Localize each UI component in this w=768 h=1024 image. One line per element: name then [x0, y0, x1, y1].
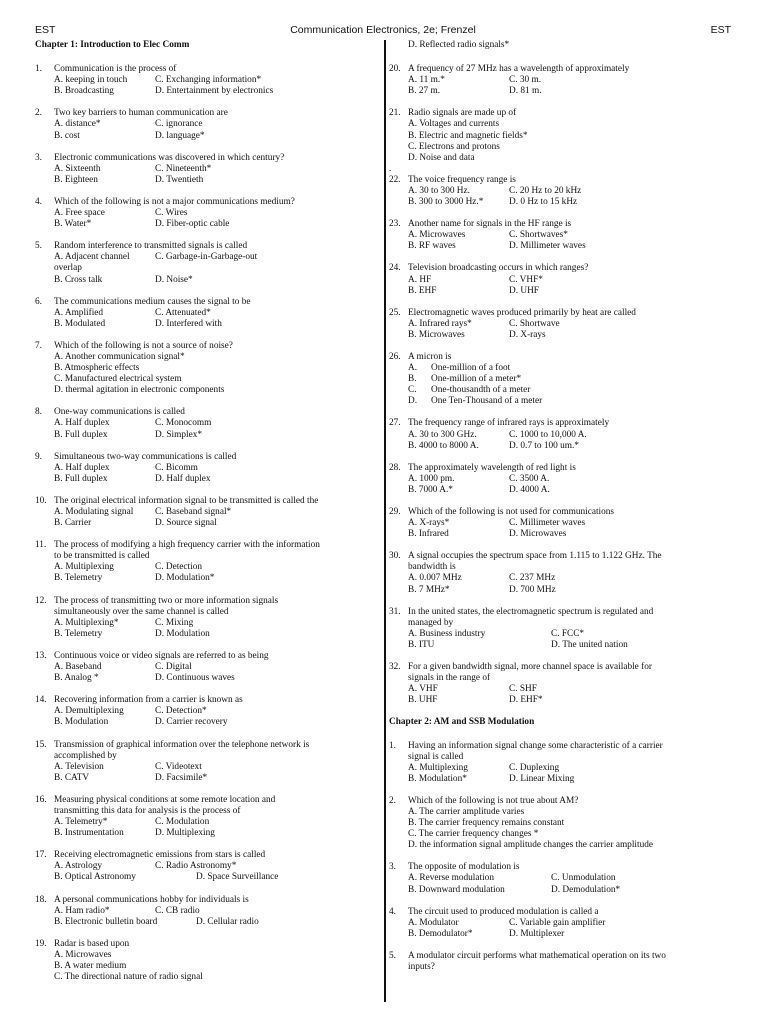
question-number: 16. — [35, 794, 47, 805]
question-text-continued: managed by — [408, 617, 454, 628]
option-c: C. Manufactured electrical system — [54, 374, 182, 385]
option-d: D. Millimeter waves — [509, 241, 586, 252]
question-1 — [35, 64, 380, 97]
question-number: 6. — [35, 296, 42, 307]
question-15 — [35, 740, 380, 784]
question-number: 26. — [389, 351, 401, 362]
question-text: The voice frequency range is — [408, 174, 516, 185]
question-number: 5. — [389, 950, 396, 961]
option-c: C. Garbage-in-Garbage-out — [155, 252, 258, 263]
option-d: D. Modulation* — [155, 573, 215, 584]
option-b: B. Full duplex — [54, 473, 108, 484]
question-number: 4. — [389, 906, 396, 917]
option-c: C. 20 Hz to 20 kHz — [509, 185, 582, 196]
option-text: One Ten-Thousand of a meter — [431, 396, 543, 407]
chapter2-question-3 — [389, 862, 729, 895]
option-d: D. 4000 A. — [509, 484, 550, 495]
question-number: 9. — [35, 451, 42, 462]
question-32 — [389, 662, 729, 706]
question-text: Continuous voice or video signals are referred to as being — [54, 650, 269, 661]
question-number: 1. — [35, 64, 42, 75]
question-text: The communications medium causes the signal to be — [54, 296, 251, 307]
question-28 — [389, 463, 729, 496]
option-d: D. Half duplex — [155, 473, 211, 484]
option-d: D. Microwaves — [509, 529, 567, 540]
question-text-continued: to be transmitted is called — [54, 551, 150, 562]
question-31 — [389, 607, 729, 651]
question-10 — [35, 496, 380, 529]
question-29 — [389, 507, 729, 540]
option-d: D. Cellular radio — [196, 916, 259, 927]
question-text: A frequency of 27 MHz has a wavelength of approximately — [408, 64, 630, 75]
question-21 — [389, 108, 729, 163]
option-c: C. Detection* — [155, 706, 207, 717]
option-c: C. SHF — [509, 684, 537, 695]
option-c: C. Millimeter waves — [509, 518, 586, 529]
question-number: 2. — [35, 108, 42, 119]
column-divider — [384, 40, 386, 1002]
option-a: A. Multiplexing — [408, 762, 468, 773]
question-text: Two key barriers to human communication are — [54, 108, 228, 119]
option-b: B. Full duplex — [54, 429, 108, 440]
option-b: B. Analog * — [54, 673, 99, 684]
option-b: B. Eighteen — [54, 174, 98, 185]
option-a: A. 1000 pm. — [408, 473, 455, 484]
option-a: A. Microwaves — [408, 230, 466, 241]
question-number: 28. — [389, 462, 401, 473]
question-text: A signal occupies the spectrum space from 1.115 to 1.122 GHz. The — [408, 551, 662, 562]
question-text: Random interference to transmitted signals is called — [54, 241, 248, 252]
chapter2-question-2 — [389, 796, 729, 851]
question-text: For a given bandwidth signal, more channel space is available for — [408, 662, 652, 673]
option-c: C. CB radio — [155, 905, 200, 916]
option-c: C. ignorance — [155, 119, 203, 130]
question-number: 18. — [35, 894, 47, 905]
question-number: 3. — [389, 862, 396, 873]
option-text: One-thousandth of a meter — [431, 385, 531, 396]
chapter2-question-5 — [389, 951, 729, 973]
question-text: Which of the following is not a major communications medium? — [54, 196, 295, 207]
question-text-continued: accomplished by — [54, 750, 117, 761]
question-number: 24. — [389, 263, 401, 274]
question-number: 27. — [389, 418, 401, 429]
option-a: A. Astrology — [54, 861, 103, 872]
option-d: D. Fiber-optic cable — [155, 219, 230, 230]
question-number: 13. — [35, 650, 47, 661]
question-text: Having an information signal change some characteristic of a carrier — [408, 740, 663, 751]
option-b: B. Infrared — [408, 529, 449, 540]
question-text: Electromagnetic waves produced primarily by heat are called — [408, 307, 636, 318]
question-27 — [389, 418, 729, 451]
question-23 — [389, 219, 729, 252]
option-a: A. X-rays* — [408, 518, 450, 529]
option-c: C. Exchanging information* — [155, 75, 262, 86]
option-c: C. 3500 A. — [509, 473, 550, 484]
option-a — [389, 363, 729, 374]
header-right-label: EST — [710, 24, 731, 36]
question-17 — [35, 850, 380, 883]
option-d: D. Interfered with — [155, 318, 222, 329]
option-c: C. The directional nature of radio signal — [54, 972, 203, 983]
option-a: A. Modulator — [408, 917, 459, 928]
question-text-continued: bandwidth is — [408, 562, 456, 573]
option-a: A. Sixteenth — [54, 163, 101, 174]
option-c: C. Nineteenth* — [155, 163, 212, 174]
option-a: A. Another communication signal* — [54, 351, 185, 362]
option-a: A. Voltages and currents — [408, 119, 500, 130]
option-c: C. Attenuated* — [155, 307, 211, 318]
question-text: Which of the following is not a source of noise? — [54, 340, 233, 351]
question-8 — [35, 407, 380, 440]
option-d: D. Reflected radio signals* — [408, 40, 510, 50]
option-b: B. 300 to 3000 Hz.* — [408, 197, 484, 208]
option-d: D. The united nation — [551, 639, 628, 650]
question-number: 14. — [35, 695, 47, 706]
question-16 — [35, 795, 380, 839]
option-c: C. FCC* — [551, 628, 585, 639]
header-left-label: EST — [35, 24, 56, 36]
option-d: D. the information signal amplitude changes the carrier amplitude — [408, 840, 653, 851]
option-a: A. Free space — [54, 208, 105, 219]
question-30 — [389, 551, 729, 595]
question-number: 10. — [35, 495, 47, 506]
option-d — [389, 396, 729, 407]
option-d: D. Demodulation* — [551, 884, 621, 895]
question-text: Television broadcasting occurs in which ranges? — [408, 263, 589, 274]
option-c: C. Baseband signal* — [155, 507, 232, 517]
question-text: The approximately wavelength of red light is — [408, 462, 576, 473]
question-text: Simultaneous two-way communications is called — [54, 451, 237, 462]
option-b: B. Atmospheric effects — [54, 363, 140, 374]
option-a: A. Infrared rays* — [408, 318, 472, 329]
option-b: B. Water* — [54, 219, 92, 230]
option-c: C. Wires — [155, 208, 188, 219]
chapter-title: Chapter 1: Introduction to Elec Comm — [35, 40, 190, 50]
option-c: C. Variable gain amplifier — [509, 917, 606, 928]
question-text: The opposite of modulation is — [408, 862, 520, 873]
question-text: Measuring physical conditions at some remote location and — [54, 794, 276, 805]
option-b: B. Modulated — [54, 318, 106, 329]
question-number: 3. — [35, 152, 42, 163]
option-c: C. Duplexing — [509, 762, 560, 773]
option-b: B. Telemetry — [54, 628, 103, 639]
option-b: B. Broadcasting — [54, 86, 114, 97]
option-d: D. 0.7 to 100 um.* — [509, 440, 579, 451]
option-a: A. 11 m.* — [408, 75, 445, 86]
question-text: The process of modifying a high frequency carrier with the information — [54, 540, 320, 551]
option-c: C. 1000 to 10,000 A. — [509, 429, 587, 440]
question-4 — [35, 197, 380, 230]
option-letter: D. — [408, 396, 418, 407]
question-number: 5. — [35, 241, 42, 252]
option-b: B. 27 m. — [408, 86, 441, 97]
option-d: D. 700 MHz — [509, 584, 556, 595]
chapter2-question-1 — [389, 741, 729, 785]
question-text-continued: transmitting this data for analysis is the process of — [54, 805, 241, 816]
question-text: The original electrical information signal to be transmitted is called the — [54, 495, 319, 506]
question-20 — [389, 64, 729, 97]
option-c: C. Shortwaves* — [509, 230, 568, 241]
option-b: B. EHF — [408, 285, 437, 296]
question-text: One-way communications is called — [54, 407, 185, 418]
option-b: B. Telemetry — [54, 573, 103, 584]
option-b: B. Instrumentation — [54, 828, 124, 839]
option-a: A. Amplified — [54, 307, 104, 318]
page-header — [35, 24, 731, 38]
question-26 — [389, 352, 729, 407]
option-c: C. VHF* — [509, 274, 543, 285]
option-b: B. Downward modulation — [408, 884, 505, 895]
question-number: 32. — [389, 662, 401, 673]
option-b: B. Electric and magnetic fields* — [408, 130, 528, 141]
option-b: B. Carrier — [54, 518, 92, 529]
option-b: B. Demodulator* — [408, 928, 473, 939]
option-a: A. distance* — [54, 119, 101, 130]
question-text: Radar is based upon — [54, 938, 130, 949]
question-text: A personal communications hobby for individuals is — [54, 894, 249, 905]
option-c: C. Detection — [155, 562, 202, 573]
option-text: One-million of a meter* — [431, 374, 522, 385]
option-a: A. Television — [54, 761, 104, 772]
question-19 — [35, 939, 380, 983]
question-3 — [35, 153, 380, 186]
option-text: One-million of a foot — [431, 363, 511, 374]
option-d: D. Space Surveillance — [196, 872, 279, 883]
option-a: A. 0.007 MHz — [408, 573, 462, 584]
option-a: A. Microwaves — [54, 949, 112, 960]
option-a: A. keeping in touch — [54, 75, 128, 86]
question-number: 15. — [35, 739, 47, 750]
question-text: In the united states, the electromagnetic spectrum is regulated and — [408, 606, 654, 617]
option-a: A. Business industry — [408, 628, 486, 639]
question-number: 29. — [389, 507, 401, 517]
question-5 — [35, 241, 380, 285]
question-number: 17. — [35, 850, 47, 861]
option-a: A. Adjacent channel overlap — [54, 252, 130, 274]
question-text: Which of the following is not true about AM? — [408, 795, 579, 806]
option-c: C. Electrons and protons — [408, 141, 500, 152]
option-b: B. UHF — [408, 695, 438, 706]
option-c: C. Bicomm — [155, 462, 198, 473]
question-number: 12. — [35, 595, 47, 606]
option-c: C. Unmodulation — [551, 873, 616, 884]
option-b: B. cost — [54, 130, 80, 141]
option-d: D. Twentieth — [155, 174, 204, 185]
question-number: 20. — [389, 64, 401, 75]
question-number: 8. — [35, 407, 42, 418]
option-d: D. Modulation — [155, 628, 210, 639]
option-a: A. Multiplexing — [54, 562, 114, 573]
right-column — [389, 40, 729, 973]
option-b: B. The carrier frequency remains constant — [408, 818, 565, 829]
question-18 — [35, 895, 380, 928]
option-d: D. Carrier recovery — [155, 717, 228, 728]
option-d: D. Entertainment by electronics — [155, 86, 274, 97]
question-number: 2. — [389, 795, 396, 806]
option-c: C. The carrier frequency changes * — [408, 829, 539, 840]
question-text: Which of the following is not used for communications — [408, 507, 615, 517]
option-a: A. Multiplexing* — [54, 617, 119, 628]
question-text: A micron is — [408, 351, 452, 362]
question-22 — [389, 175, 729, 208]
question-text: The process of transmitting two or more information signals — [54, 595, 279, 606]
option-b: B. Cross talk — [54, 274, 103, 285]
option-b: B. ITU — [408, 639, 435, 650]
option-c: C. 30 m. — [509, 75, 542, 86]
option-d: D. Source signal — [155, 518, 217, 529]
option-d: D. Linear Mixing — [509, 773, 575, 784]
question-number: 30. — [389, 551, 401, 562]
question-text: Radio signals are made up of — [408, 108, 517, 119]
question-13 — [35, 651, 380, 684]
question-text-continued: simultaneously over the same channel is called — [54, 606, 229, 617]
stray-mark: . — [389, 163, 392, 174]
question-14 — [35, 695, 380, 728]
option-d: D. 0 Hz to 15 kHz — [509, 197, 578, 208]
question-number: 31. — [389, 606, 401, 617]
question-9 — [35, 452, 380, 485]
option-b: B. 4000 to 8000 A. — [408, 440, 479, 451]
question-7 — [35, 341, 380, 396]
option-a: A. Half duplex — [54, 418, 110, 429]
option-b: B. Electronic bulletin board — [54, 916, 158, 927]
question-text: Electronic communications was discovered in which century? — [54, 152, 285, 163]
question-25 — [389, 308, 729, 341]
question-11 — [35, 540, 380, 584]
option-d: D. thermal agitation in electronic components — [54, 385, 225, 396]
question-number: 19. — [35, 938, 47, 949]
header-title: Communication Electronics, 2e; Frenzel — [290, 24, 476, 36]
option-d: D. Facsimile* — [155, 772, 208, 783]
question-12 — [35, 596, 380, 640]
question-text-continued: inputs? — [408, 962, 435, 972]
option-a: A. Ham radio* — [54, 905, 110, 916]
option-c: C. Monocomm — [155, 418, 212, 429]
question-number: 7. — [35, 340, 42, 351]
option-d: D. Noise and data — [408, 152, 475, 163]
option-b: B. CATV — [54, 772, 90, 783]
question-text: Communication is the process of — [54, 64, 177, 75]
option-d: D. Multiplexer — [509, 928, 565, 939]
question-text: Transmission of graphical information over the telephone network is — [54, 739, 310, 750]
question-text: The frequency range of infrared rays is approximately — [408, 418, 610, 429]
question-text-continued: signal is called — [408, 751, 464, 762]
option-a: A. The carrier amplitude varies — [408, 806, 525, 817]
option-d: D. EHF* — [509, 695, 543, 706]
chapter2-question-4 — [389, 907, 729, 940]
left-column — [35, 40, 380, 983]
option-b — [389, 374, 729, 385]
option-c: C. 237 MHz — [509, 573, 556, 584]
option-a: A. Baseband — [54, 662, 102, 673]
question-text: The circuit used to produced modulation is called a — [408, 906, 599, 917]
question-number: 11. — [35, 540, 47, 551]
option-a: A. 30 to 300 GHz. — [408, 429, 477, 440]
option-a: A. Telemetry* — [54, 817, 108, 828]
option-b: B. 7 MHz* — [408, 584, 450, 595]
option-d: D. language* — [155, 130, 205, 141]
question-number: 25. — [389, 307, 401, 318]
option-d: D. 81 m. — [509, 86, 542, 97]
question-number: 22. — [389, 174, 401, 185]
option-c: C. Radio Astronomy* — [155, 861, 237, 872]
option-letter: A. — [408, 363, 418, 374]
option-b: B. RF waves — [408, 241, 456, 252]
option-b: B. Modulation — [54, 717, 109, 728]
option-b: B. Modulation* — [408, 773, 467, 784]
option-a: A. 30 to 300 Hz. — [408, 185, 470, 196]
question-2 — [35, 108, 380, 141]
option-a: A. VHF — [408, 684, 438, 695]
option-a: A. Reverse modulation — [408, 873, 494, 884]
question-number: 4. — [35, 196, 42, 207]
option-letter: C. — [408, 385, 417, 396]
option-b: B. A water medium — [54, 961, 127, 971]
option-c: C. Modulation — [155, 817, 210, 828]
option-d: D. Multiplexing — [155, 828, 215, 839]
option-b: B. Microwaves — [408, 329, 465, 340]
question-text: Recovering information from a carrier is known as — [54, 695, 243, 706]
question-text: A modulator circuit performs what mathematical operation on its two — [408, 950, 666, 961]
question-number: 1. — [389, 740, 396, 751]
option-a: A. Half duplex — [54, 462, 110, 473]
question-number: 21. — [389, 108, 401, 119]
option-a: A. HF — [408, 274, 432, 285]
question-text: Another name for signals in the HF range is — [408, 219, 572, 230]
option-c: C. Shortwave — [509, 318, 560, 329]
option-a: A. Demultiplexing — [54, 706, 124, 717]
option-d: D. Noise* — [155, 274, 193, 285]
question-text-continued: signals in the range of — [408, 673, 491, 684]
option-b: B. Optical Astronomy — [54, 872, 136, 883]
option-a: A. Modulating signal — [54, 507, 134, 517]
option-b: B. 7000 A.* — [408, 484, 453, 495]
question-text: Receiving electromagnetic emissions from stars is called — [54, 850, 266, 861]
option-c: C. Digital — [155, 662, 192, 673]
question-number: 23. — [389, 219, 401, 230]
question-24 — [389, 263, 729, 296]
option-c: C. Videotext — [155, 761, 202, 772]
option-d: D. Simplex* — [155, 429, 203, 440]
chapter-title: Chapter 2: AM and SSB Modulation — [389, 717, 535, 728]
option-c: C. Mixing — [155, 617, 194, 628]
question-6 — [35, 297, 380, 330]
option-d: D. X-rays — [509, 329, 546, 340]
option-d: D. Continuous waves — [155, 673, 235, 684]
option-c — [389, 385, 729, 396]
option-d: D. UHF — [509, 285, 539, 296]
option-letter: B. — [408, 374, 417, 385]
